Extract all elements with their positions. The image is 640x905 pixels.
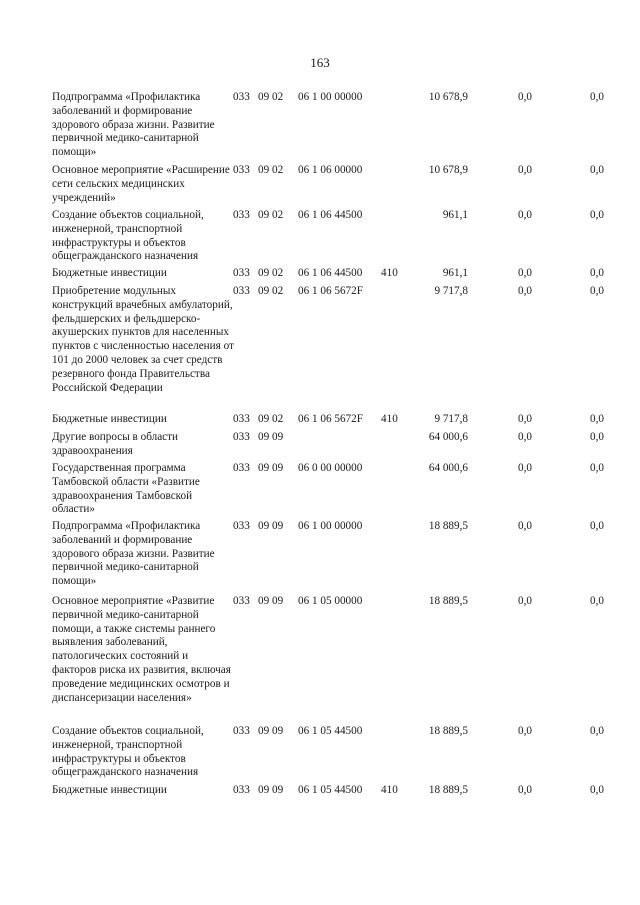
amount-year-2: 0,0 <box>518 209 532 221</box>
amount-year-2: 0,0 <box>518 413 532 425</box>
admin-code: 033 <box>233 209 250 221</box>
amount-year-3: 0,0 <box>590 267 604 279</box>
section-code: 09 02 <box>258 413 284 425</box>
row-name: Подпрограмма «Профилактика заболеваний и формирование здорового образа жизни. Развитие первичной медико-санитарной помощи» <box>52 91 215 159</box>
amount-year-2: 0,0 <box>518 285 532 297</box>
section-code: 09 02 <box>258 164 284 176</box>
amount-year-1: 18 889,5 <box>428 725 468 737</box>
amount-year-3: 0,0 <box>590 164 604 176</box>
amount-year-2: 0,0 <box>518 595 532 607</box>
admin-code: 033 <box>233 595 250 607</box>
section-code: 09 09 <box>258 784 284 796</box>
amount-year-3: 0,0 <box>590 595 604 607</box>
amount-year-2: 0,0 <box>518 520 532 532</box>
target-code: 06 1 05 44500 <box>298 725 363 737</box>
section-code: 09 02 <box>258 267 284 279</box>
row-name: Другие вопросы в области здравоохранения <box>52 431 179 457</box>
admin-code: 033 <box>233 413 250 425</box>
page-number: 163 <box>310 55 330 70</box>
row-name: Приобретение модульных конструкций врачебных амбулаторий, фельдшерских и фельдшерско-акушерских пунктов для населенных пунктов с численностью населения от 101 до 2000 человек за счет средств резервного фонда Правительства Российской Федерации <box>52 285 234 394</box>
amount-year-3: 0,0 <box>590 285 604 297</box>
amount-year-1: 10 678,9 <box>428 164 468 176</box>
target-code: 06 1 06 5672F <box>298 285 363 297</box>
row-name: Бюджетные инвестиции <box>52 267 167 279</box>
amount-year-1: 64 000,6 <box>428 462 468 474</box>
amount-year-1: 9 717,8 <box>434 413 468 425</box>
amount-year-1: 18 889,5 <box>428 520 468 532</box>
expense-type-code: 410 <box>381 413 398 425</box>
admin-code: 033 <box>233 725 250 737</box>
amount-year-2: 0,0 <box>518 431 532 443</box>
target-code: 06 1 06 44500 <box>298 267 363 279</box>
admin-code: 033 <box>233 784 250 796</box>
amount-year-1: 18 889,5 <box>428 784 468 796</box>
row-name: Основное мероприятие «Развитие первичной медико-санитарной помощи, а также системы раннего выявления заболеваний, патологических состояний и факторов риска их развития, включая проведение медицинских осмотров и диспансеризации населения» <box>52 595 231 704</box>
expense-type-code: 410 <box>381 267 398 279</box>
amount-year-3: 0,0 <box>590 209 604 221</box>
row-name: Подпрограмма «Профилактика заболеваний и формирование здорового образа жизни. Развитие первичной медико-санитарной помощи» <box>52 520 215 588</box>
admin-code: 033 <box>233 520 250 532</box>
row-name: Создание объектов социальной, инженерной, транспортной инфраструктуры и объектов общегражданского назначения <box>52 209 204 263</box>
section-code: 09 09 <box>258 520 284 532</box>
amount-year-3: 0,0 <box>590 784 604 796</box>
amount-year-2: 0,0 <box>518 267 532 279</box>
target-code: 06 1 00 00000 <box>298 91 363 103</box>
amount-year-1: 961,1 <box>442 267 468 279</box>
amount-year-3: 0,0 <box>590 413 604 425</box>
target-code: 06 0 00 00000 <box>298 462 363 474</box>
section-code: 09 09 <box>258 431 284 443</box>
row-name: Бюджетные инвестиции <box>52 413 167 425</box>
amount-year-1: 10 678,9 <box>428 91 468 103</box>
admin-code: 033 <box>233 462 250 474</box>
section-code: 09 02 <box>258 209 284 221</box>
row-name: Создание объектов социальной, инженерной, транспортной инфраструктуры и объектов общегражданского назначения <box>52 725 204 779</box>
amount-year-1: 9 717,8 <box>434 285 468 297</box>
admin-code: 033 <box>233 285 250 297</box>
amount-year-3: 0,0 <box>590 520 604 532</box>
amount-year-3: 0,0 <box>590 91 604 103</box>
section-code: 09 09 <box>258 595 284 607</box>
row-name: Бюджетные инвестиции <box>52 784 167 796</box>
admin-code: 033 <box>233 431 250 443</box>
admin-code: 033 <box>233 91 250 103</box>
section-code: 09 09 <box>258 725 284 737</box>
amount-year-2: 0,0 <box>518 784 532 796</box>
expense-type-code: 410 <box>381 784 398 796</box>
amount-year-3: 0,0 <box>590 462 604 474</box>
section-code: 09 02 <box>258 285 284 297</box>
amount-year-2: 0,0 <box>518 462 532 474</box>
section-code: 09 02 <box>258 91 284 103</box>
target-code: 06 1 05 44500 <box>298 784 363 796</box>
amount-year-3: 0,0 <box>590 431 604 443</box>
amount-year-1: 18 889,5 <box>428 595 468 607</box>
target-code: 06 1 00 00000 <box>298 520 363 532</box>
admin-code: 033 <box>233 164 250 176</box>
target-code: 06 1 05 00000 <box>298 595 363 607</box>
row-name: Основное мероприятие «Расширение сети сельских медицинских учреждений» <box>52 164 230 204</box>
amount-year-3: 0,0 <box>590 725 604 737</box>
amount-year-1: 64 000,6 <box>428 431 468 443</box>
target-code: 06 1 06 44500 <box>298 209 363 221</box>
amount-year-1: 961,1 <box>442 209 468 221</box>
target-code: 06 1 06 5672F <box>298 413 363 425</box>
amount-year-2: 0,0 <box>518 91 532 103</box>
target-code: 06 1 06 00000 <box>298 164 363 176</box>
amount-year-2: 0,0 <box>518 164 532 176</box>
admin-code: 033 <box>233 267 250 279</box>
amount-year-2: 0,0 <box>518 725 532 737</box>
section-code: 09 09 <box>258 462 284 474</box>
row-name: Государственная программа Тамбовской области «Развитие здравоохранения Тамбовской области» <box>52 462 200 516</box>
